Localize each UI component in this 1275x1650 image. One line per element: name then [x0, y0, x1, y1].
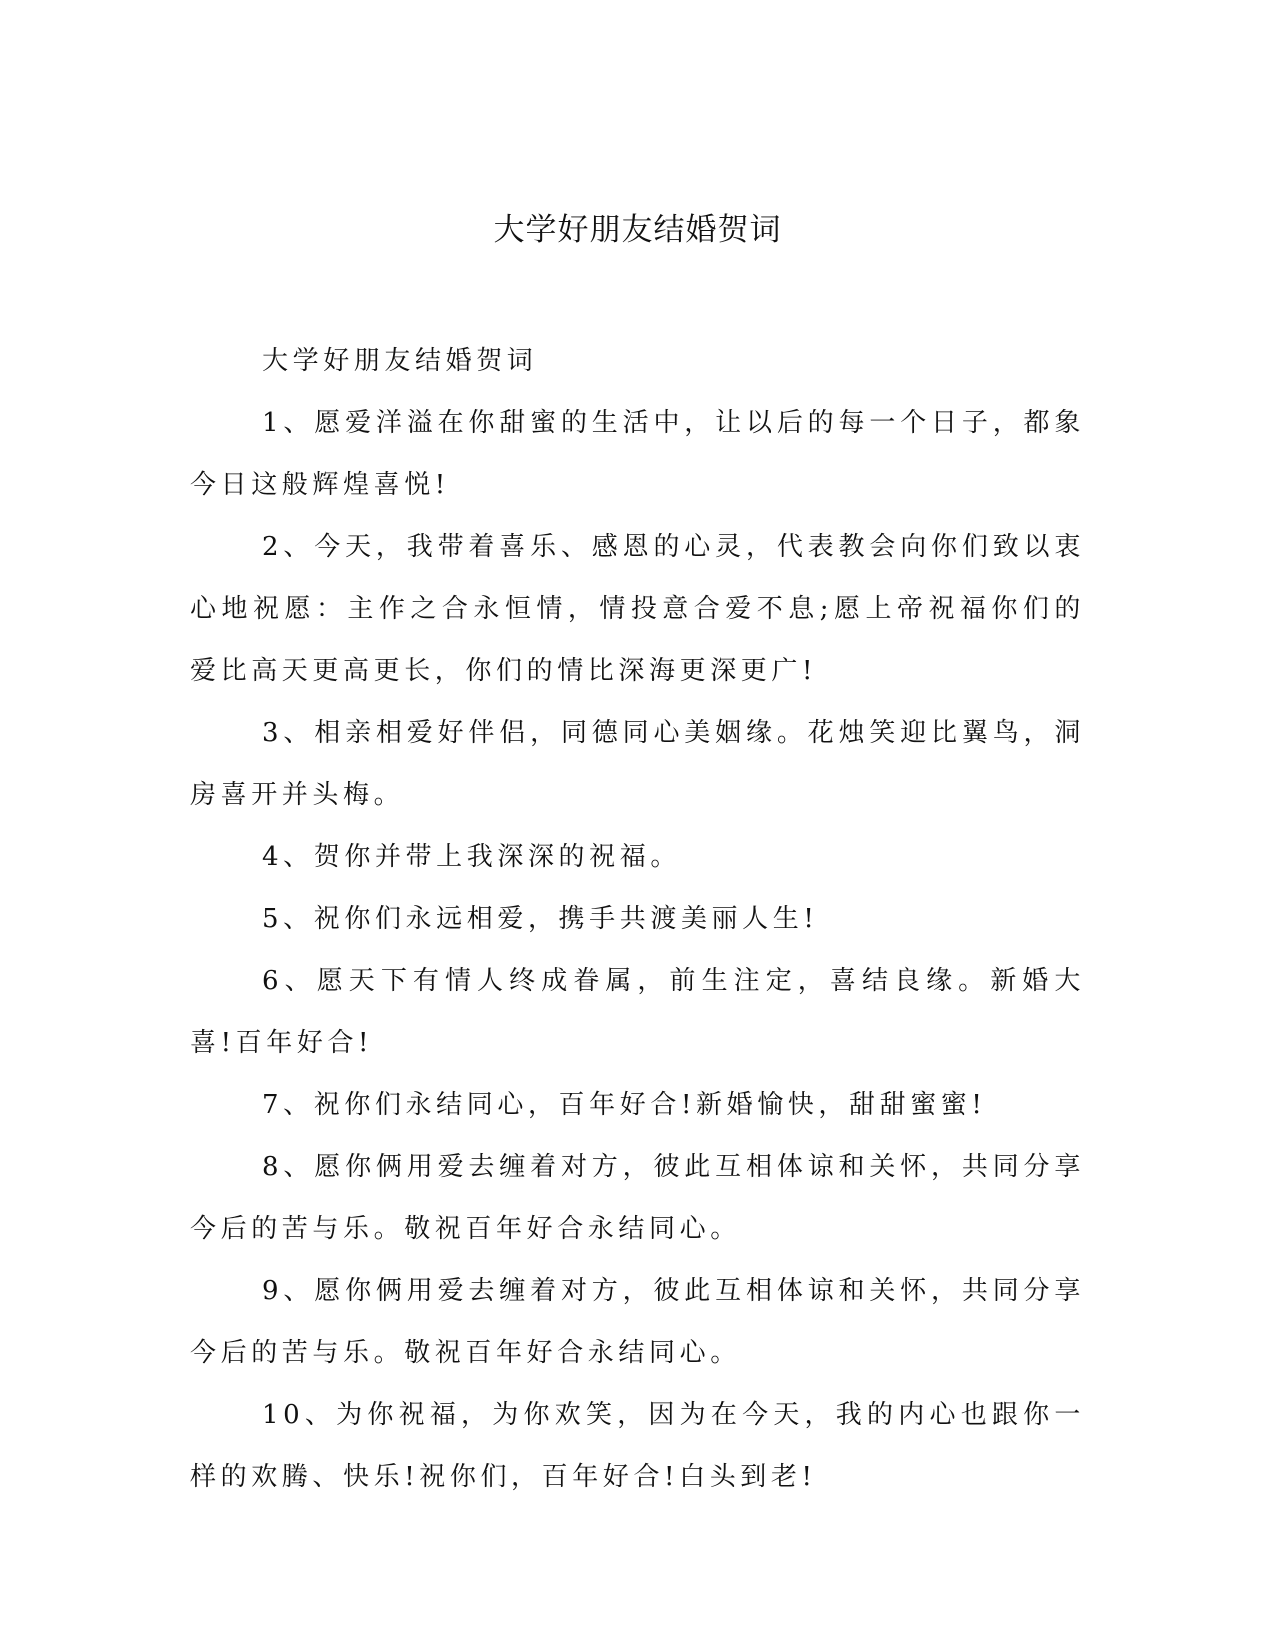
paragraph-4: 4、贺你并带上我深深的祝福。: [262, 842, 681, 872]
paragraph-9: 9、愿你俩用爱去缠着对方，彼此互相体谅和关怀，共同分享今后的苦与乐。敬祝百年好合永结同心。: [190, 1276, 1085, 1368]
paragraph-3: 3、相亲相爱好伴侣，同德同心美姻缘。花烛笑迎比翼鸟，洞房喜开并头梅。: [190, 718, 1085, 810]
document-body: [190, 330, 1085, 1508]
paragraph-7: 7、祝你们永结同心，百年好合!新婚愉快，甜甜蜜蜜!: [262, 1090, 987, 1120]
document-title: 大学好朋友结婚贺词: [493, 212, 782, 248]
paragraph-5: 5、祝你们永远相爱，携手共渡美丽人生!: [262, 904, 819, 934]
paragraph-2: 2、今天，我带着喜乐、感恩的心灵，代表教会向你们致以衷心地祝愿：主作之合永恒情，情投意合爱不息;愿上帝祝福你们的爱比高天更高更长，你们的情比深海更深更广!: [190, 532, 1085, 686]
paragraph-8: 8、愿你俩用爱去缠着对方，彼此互相体谅和关怀，共同分享今后的苦与乐。敬祝百年好合永结同心。: [190, 1152, 1085, 1244]
paragraph-subtitle: 大学好朋友结婚贺词: [262, 346, 538, 376]
paragraph-6: 6、愿天下有情人终成眷属，前生注定，喜结良缘。新婚大喜!百年好合!: [190, 966, 1085, 1058]
paragraph-10: 10、为你祝福，为你欢笑，因为在今天，我的内心也跟你一样的欢腾、快乐!祝你们，百年好合!白头到老!: [190, 1400, 1085, 1492]
paragraph-1: 1、愿爱洋溢在你甜蜜的生活中，让以后的每一个日子，都象今日这般辉煌喜悦!: [190, 408, 1085, 500]
